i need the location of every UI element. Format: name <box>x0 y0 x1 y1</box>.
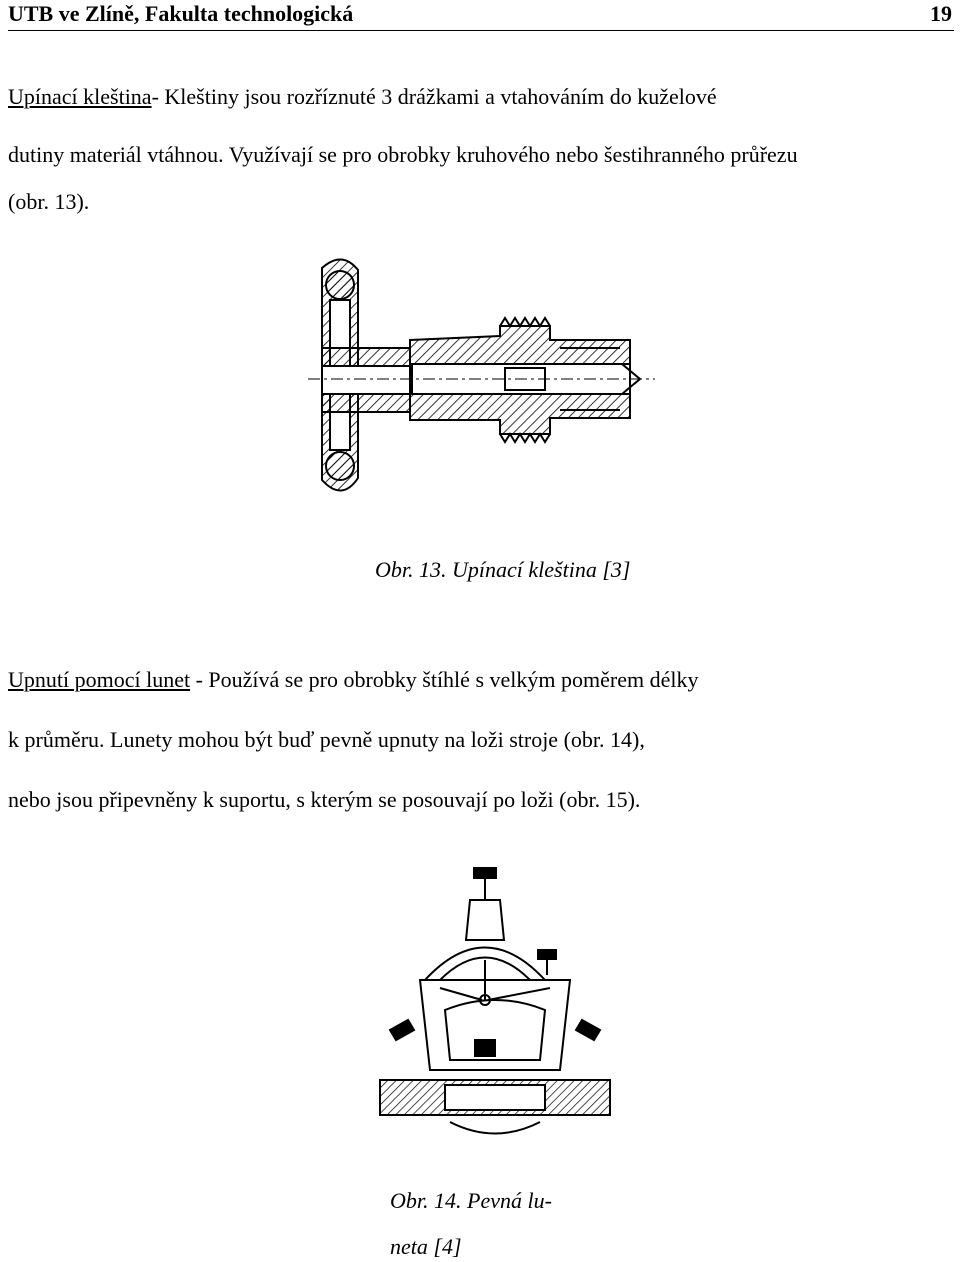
section1-term: Upínací kleština <box>8 84 152 109</box>
figure13-caption: Obr. 13. Upínací kleština [3] <box>375 557 631 582</box>
collet-chuck-drawing <box>300 240 660 520</box>
section2-line3: nebo jsou připevněny k suportu, s kterým se posouvají po loži (obr. 15). <box>8 787 641 812</box>
page-header <box>8 0 954 31</box>
section1-line1-text: - Kleštiny jsou rozříznuté 3 drážkami a vtahováním do kuželové <box>151 84 717 109</box>
figure14-caption-line2: neta [4] <box>390 1234 462 1259</box>
section2-line2: k průměru. Lunety mohou být buď pevně upnuty na loži stroje (obr. 14), <box>8 727 645 752</box>
steady-rest-drawing <box>370 860 620 1140</box>
section1-line3: (obr. 13). <box>8 189 90 214</box>
header-title: UTB ve Zlíně, Fakulta technologická <box>8 1 354 26</box>
section1-line2: dutiny materiál vtáhnou. Využívají se pro obrobky kruhového nebo šestihranného průřezu <box>8 142 798 167</box>
section2-term: Upnutí pomocí lunet <box>8 667 191 692</box>
page-number: 19 <box>930 1 952 26</box>
section2-line1-text: - Používá se pro obrobky štíhlé s velkým poměrem délky <box>190 667 699 692</box>
section1-line1 <box>8 85 717 109</box>
figure14-caption-line1: Obr. 14. Pevná lu- <box>390 1188 552 1213</box>
section2-line1 <box>8 668 698 692</box>
